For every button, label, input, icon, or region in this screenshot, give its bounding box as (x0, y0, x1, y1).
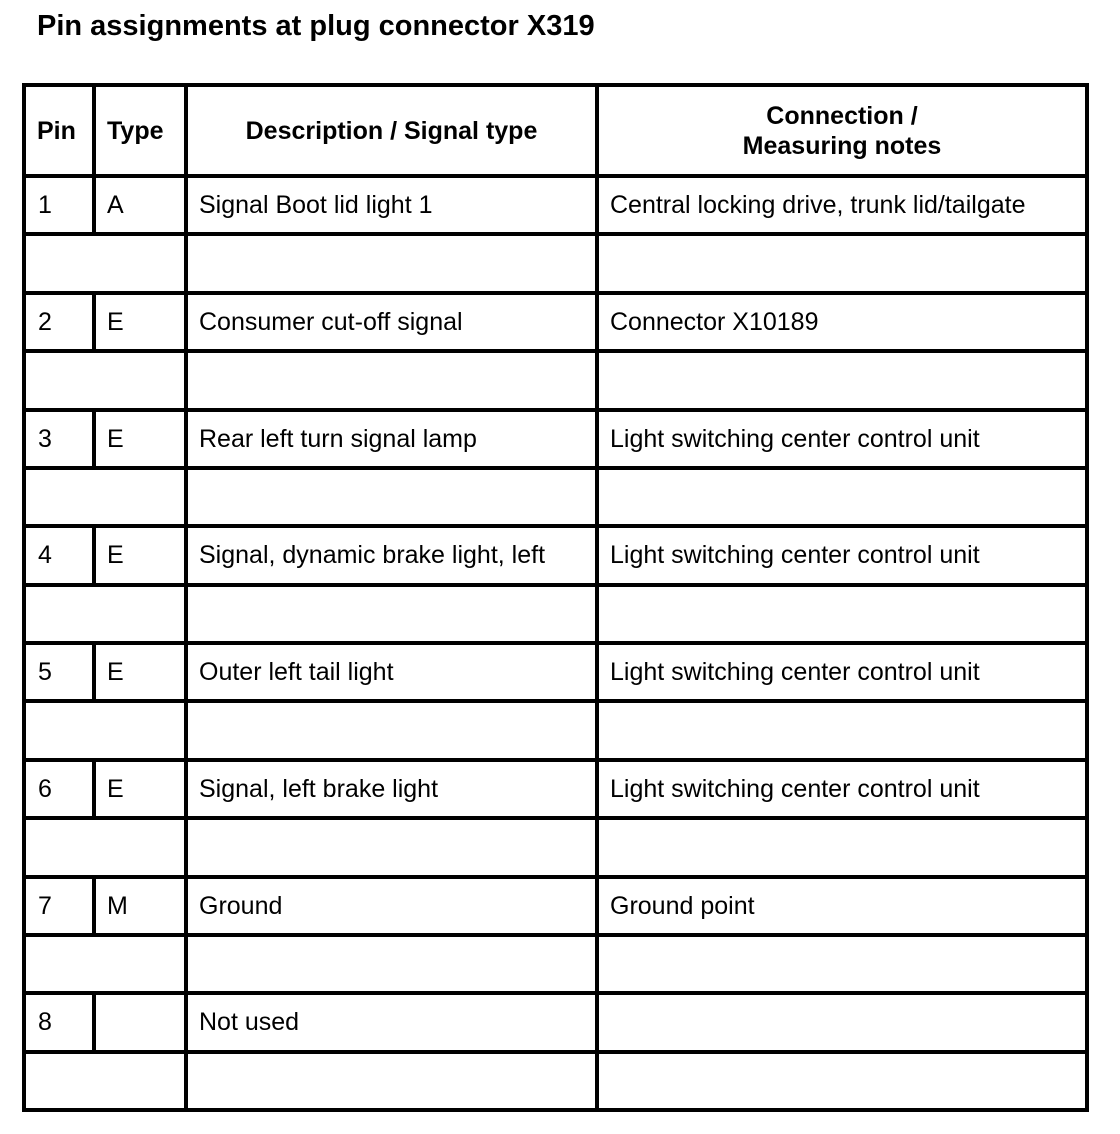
spacer-cell (24, 234, 186, 292)
description-cell: Consumer cut-off signal (186, 293, 597, 351)
connection-cell: Connector X10189 (597, 293, 1087, 351)
table-row (24, 176, 1087, 234)
spacer-row (24, 585, 1087, 643)
type-cell: E (94, 643, 186, 701)
type-cell (94, 993, 186, 1051)
pin-cell: 2 (24, 293, 94, 351)
pin-assignment-table (22, 83, 1089, 1112)
description-cell: Outer left tail light (186, 643, 597, 701)
header-description: Description / Signal type (186, 85, 597, 176)
connection-cell: Light switching center control unit (597, 410, 1087, 468)
spacer-cell (186, 701, 597, 759)
description-cell: Signal, left brake light (186, 760, 597, 818)
description-cell: Rear left turn signal lamp (186, 410, 597, 468)
spacer-cell (186, 468, 597, 526)
spacer-cell (597, 468, 1087, 526)
spacer-cell (186, 351, 597, 409)
header-row (24, 85, 1087, 176)
spacer-row (24, 701, 1087, 759)
table-row (24, 760, 1087, 818)
spacer-row (24, 351, 1087, 409)
pin-cell: 8 (24, 993, 94, 1051)
type-cell: M (94, 877, 186, 935)
header-connection (597, 85, 1087, 176)
type-cell: E (94, 410, 186, 468)
pin-cell: 6 (24, 760, 94, 818)
pin-cell: 7 (24, 877, 94, 935)
spacer-cell (186, 1052, 597, 1110)
header-pin: Pin (24, 85, 94, 176)
type-cell: A (94, 176, 186, 234)
pin-cell: 5 (24, 643, 94, 701)
spacer-cell (597, 585, 1087, 643)
spacer-row (24, 935, 1087, 993)
table-row (24, 526, 1087, 584)
spacer-cell (186, 234, 597, 292)
type-cell: E (94, 293, 186, 351)
header-connection-line1: Connection / (766, 101, 918, 130)
page-title: Pin assignments at plug connector X319 (37, 10, 595, 42)
spacer-cell (24, 818, 186, 876)
table-row (24, 293, 1087, 351)
spacer-cell (186, 585, 597, 643)
connection-cell: Light switching center control unit (597, 760, 1087, 818)
connection-cell: Ground point (597, 877, 1087, 935)
spacer-cell (597, 1052, 1087, 1110)
spacer-cell (24, 351, 186, 409)
connection-cell (597, 993, 1087, 1051)
description-cell: Ground (186, 877, 597, 935)
spacer-cell (597, 701, 1087, 759)
type-cell: E (94, 526, 186, 584)
spacer-cell (597, 935, 1087, 993)
spacer-row (24, 1052, 1087, 1110)
pin-cell: 1 (24, 176, 94, 234)
description-cell: Signal Boot lid light 1 (186, 176, 597, 234)
type-cell: E (94, 760, 186, 818)
spacer-cell (24, 585, 186, 643)
table-row (24, 643, 1087, 701)
connection-cell: Light switching center control unit (597, 526, 1087, 584)
spacer-cell (24, 468, 186, 526)
table-row (24, 410, 1087, 468)
spacer-cell (24, 701, 186, 759)
spacer-cell (24, 935, 186, 993)
spacer-cell (24, 1052, 186, 1110)
description-cell: Signal, dynamic brake light, left (186, 526, 597, 584)
connection-cell: Central locking drive, trunk lid/tailgate (597, 176, 1087, 234)
spacer-row (24, 818, 1087, 876)
spacer-cell (597, 234, 1087, 292)
pin-cell: 3 (24, 410, 94, 468)
connection-cell: Light switching center control unit (597, 643, 1087, 701)
spacer-cell (597, 351, 1087, 409)
description-cell: Not used (186, 993, 597, 1051)
table-row (24, 877, 1087, 935)
header-connection-line2: Measuring notes (742, 131, 942, 160)
spacer-row (24, 468, 1087, 526)
spacer-cell (186, 935, 597, 993)
table-row (24, 993, 1087, 1051)
spacer-cell (186, 818, 597, 876)
spacer-cell (597, 818, 1087, 876)
header-type: Type (94, 85, 186, 176)
spacer-row (24, 234, 1087, 292)
pin-cell: 4 (24, 526, 94, 584)
